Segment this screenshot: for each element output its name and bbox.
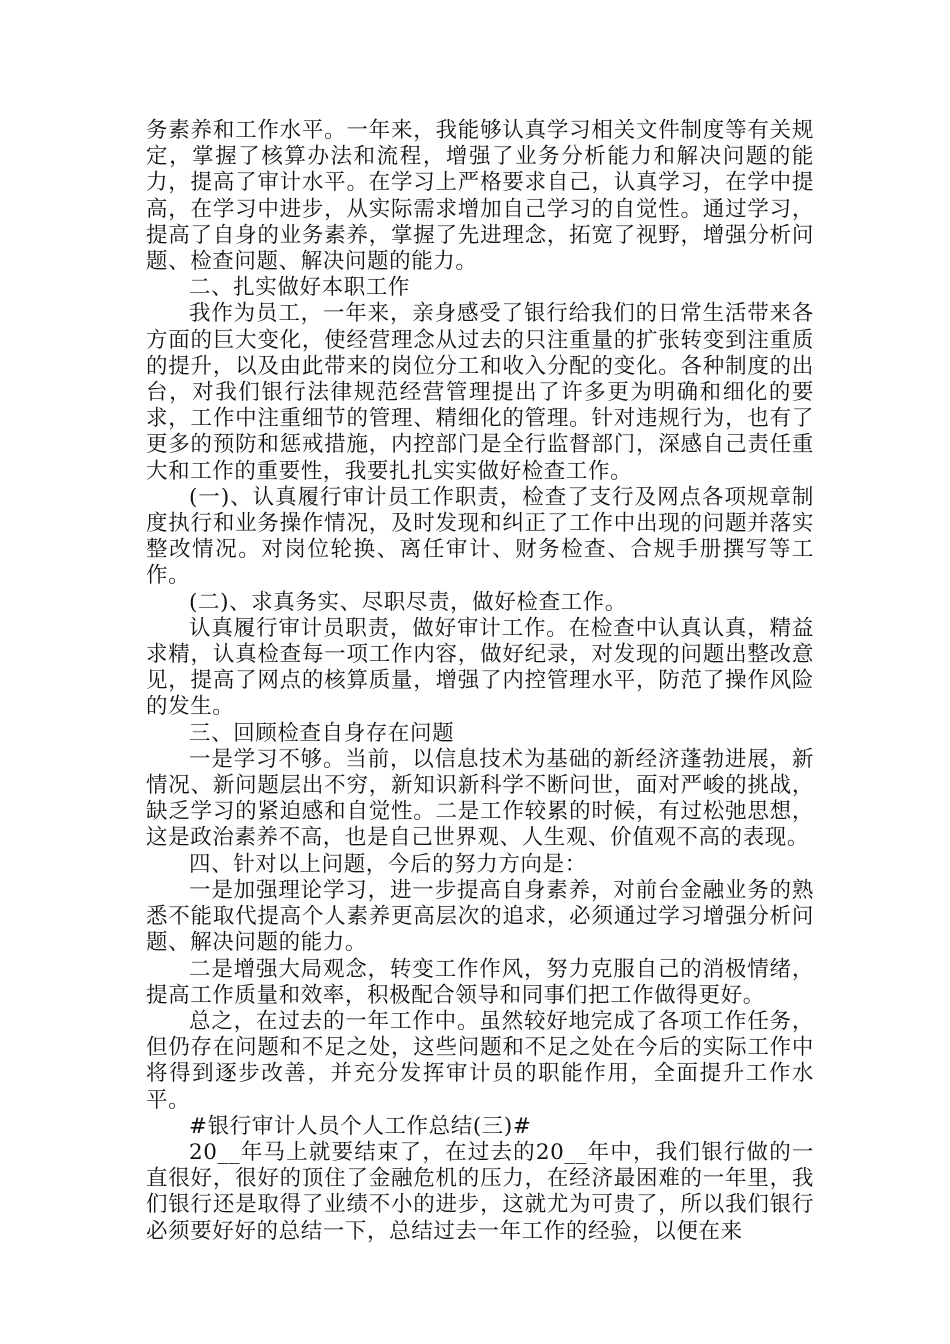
- paragraph-summary-3: 20__年马上就要结束了，在过去的20__年中，我们银行做的一直很好，很好的顶住了金融危机的压力，在经济最困难的一年里，我们银行还是取得了业绩不小的进步，这就尤为可贵了，所以我们银行必须要好好的总结一下，总结过去一年工作的经验，以便在来: [146, 1139, 814, 1244]
- section-heading-2: 二、扎实做好本职工作: [189, 275, 411, 301]
- paragraph-problems: 一是学习不够。当前，以信息技术为基础的新经济蓬勃进展，新情况、新问题层出不穷，新知识新科学不断问世，面对严峻的挑战，缺乏学习的紧迫感和自觉性。二是工作较累的时候，有过松弛思想，这是政治素养不高，也是自己世界观、人生观、价值观不高的表现。: [146, 746, 814, 851]
- paragraph-direction-2: 二是增强大局观念，转变工作作风，努力克服自己的消极情绪，提高工作质量和效率，积极配合领导和同事们把工作做得更好。: [146, 956, 814, 1008]
- paragraph-conclusion: 总之，在过去的一年工作中。虽然较好地完成了各项工作任务，但仍存在问题和不足之处，这些问题和不足之处在今后的实际工作中将得到逐步改善，并充分发挥审计员的职能作用，全面提升工作水平。: [146, 1008, 814, 1113]
- section-heading-3: 三、回顾检查自身存在问题: [189, 720, 455, 746]
- paragraph-item-2: (二)、求真务实、尽职尽责，做好检查工作。: [189, 589, 627, 615]
- paragraph-study: 务素养和工作水平。一年来，我能够认真学习相关文件制度等有关规定，掌握了核算办法和流程，增强了业务分析能力和解决问题的能力，提高了审计水平。在学习上严格要求自己，认真学习，在学中提高，在学习中进步，从实际需求增加自己学习的自觉性。通过学习，提高了自身的业务素养，掌握了先进理念，拓宽了视野，增强分析问题、检查问题、解决问题的能力。: [146, 118, 814, 275]
- document-section-title: #银行审计人员个人工作总结(三)#: [189, 1113, 532, 1139]
- section-heading-4: 四、针对以上问题，今后的努力方向是：: [189, 851, 587, 877]
- paragraph-duties: 我作为员工，一年来，亲身感受了银行给我们的日常生活带来各方面的巨大变化，使经营理念从过去的只注重量的扩张转变到注重质的提升，以及由此带来的岗位分工和收入分配的变化。各种制度的出台，对我们银行法律规范经营管理提出了许多更为明确和细化的要求，工作中注重细节的管理、精细化的管理。针对违规行为，也有了更多的预防和惩戒措施，内控部门是全行监督部门，深感自己责任重大和工作的重要性，我要扎扎实实做好检查工作。: [146, 301, 814, 484]
- paragraph-direction-1: 一是加强理论学习，进一步提高自身素养，对前台金融业务的熟悉不能取代提高个人素养更高层次的追求，必须通过学习增强分析问题、解决问题的能力。: [146, 877, 814, 956]
- paragraph-item-1: (一)、认真履行审计员工作职责，检查了支行及网点各项规章制度执行和业务操作情况，及时发现和纠正了工作中出现的问题并落实整改情况。对岗位轮换、离任审计、财务检查、合规手册撰写等工作。: [146, 484, 814, 589]
- document-body: [146, 118, 814, 1245]
- paragraph-audit: 认真履行审计员职责，做好审计工作。在检查中认真认真，精益求精，认真检查每一项工作内容，做好纪录，对发现的问题出整改意见，提高了网点的核算质量，增强了内控管理水平，防范了操作风险的发生。: [146, 615, 814, 720]
